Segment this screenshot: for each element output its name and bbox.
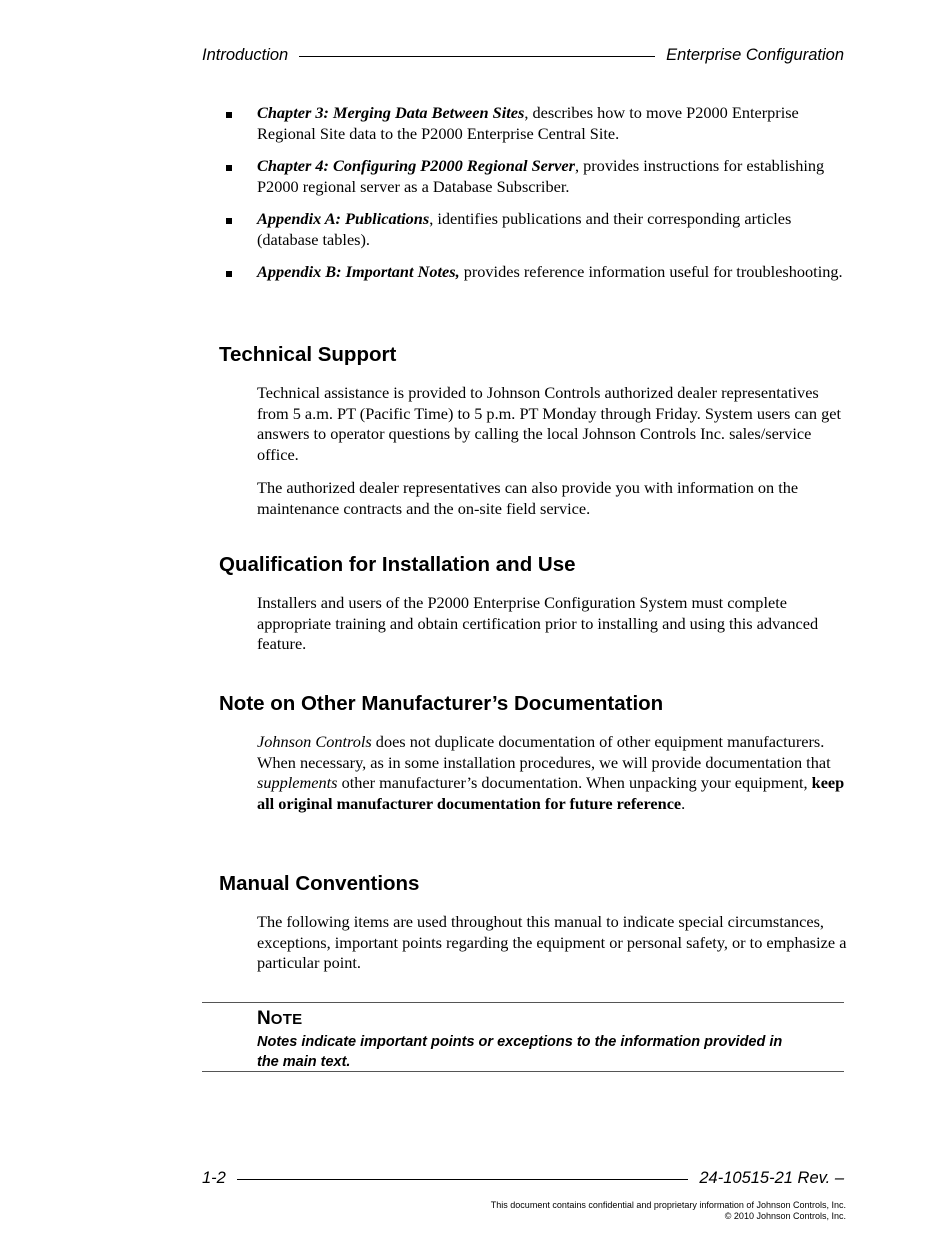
list-item	[226, 156, 846, 197]
list-item-title: Chapter 4: Configuring P2000 Regional Server	[257, 156, 575, 175]
note-box	[202, 1002, 844, 1072]
heading-manual-conventions: Manual Conventions	[219, 872, 420, 895]
heading-technical-support: Technical Support	[219, 343, 397, 366]
tech-support-paragraph-1: Technical assistance is provided to Johnson Controls authorized dealer representatives from 5 a.m. PT (Pacific Time) to 5 p.m. PT Monday through Friday. System users can get answers to operator questions by calling the local Johnson Controls Inc. sales/service office.	[257, 383, 841, 465]
square-bullet-icon	[226, 271, 232, 277]
emphasis-keep-documentation: keep all original manufacturer documentation for future reference	[257, 773, 845, 814]
page-number: 1-2	[202, 1168, 226, 1187]
company-name: Johnson Controls	[257, 732, 372, 751]
footer-rule	[237, 1179, 689, 1180]
paragraph-text: .	[681, 794, 686, 814]
chapter-list	[226, 103, 846, 295]
other-docs-paragraph	[257, 732, 847, 815]
note-title-rest: OTE	[270, 1011, 303, 1028]
page-header	[202, 44, 844, 66]
header-rule	[299, 56, 655, 57]
list-item	[226, 103, 846, 144]
square-bullet-icon	[226, 112, 232, 118]
note-text: Notes indicate important points or exceptions to the information provided in the main text.	[257, 1034, 783, 1070]
paragraph-text: other manufacturer’s documentation. When unpacking your equipment,	[337, 773, 812, 793]
heading-other-manufacturer-docs: Note on Other Manufacturer’s Documentation	[219, 692, 664, 715]
list-item-title: Appendix B: Important Notes,	[257, 262, 460, 281]
square-bullet-icon	[226, 165, 232, 171]
list-item-text: , provides instructions for establishing P2000 regional server as a Database Subscriber.	[257, 156, 825, 196]
list-item-text: , describes how to move P2000 Enterprise Regional Site data to the P2000 Enterprise Central Site.	[257, 103, 799, 143]
list-item	[226, 209, 846, 250]
list-item-text: , identifies publications and their corresponding articles (database tables).	[257, 209, 792, 249]
list-item-title: Appendix A: Publications	[257, 209, 430, 228]
note-title-initial: N	[257, 1008, 271, 1029]
note-title	[257, 1008, 302, 1030]
square-bullet-icon	[226, 218, 232, 224]
header-section-title: Introduction	[202, 45, 289, 64]
emphasis-supplements: supplements	[257, 773, 338, 793]
header-document-title: Enterprise Configuration	[666, 45, 844, 64]
list-item-text: provides reference information useful for troubleshooting.	[459, 262, 843, 281]
page-footer	[202, 1167, 844, 1189]
conventions-paragraph: The following items are used throughout this manual to indicate special circumstances, exceptions, important points regarding the equipment or personal safety, or to emphasize a particular point.	[257, 912, 847, 973]
qualification-paragraph: Installers and users of the P2000 Enterprise Configuration System must complete appropriate training and obtain certification prior to installing and using this advanced feature.	[257, 593, 819, 654]
list-item	[226, 262, 846, 283]
copyright-text: © 2010 Johnson Controls, Inc.	[724, 1211, 846, 1221]
tech-support-paragraph-2: The authorized dealer representatives can also provide you with information on the maintenance contracts and the on-site field service.	[257, 478, 799, 518]
heading-qualification: Qualification for Installation and Use	[219, 553, 576, 576]
list-item-title: Chapter 3: Merging Data Between Sites	[257, 103, 525, 122]
paragraph-text: does not duplicate documentation of other equipment manufacturers. When necessary, as in some installation procedures, we will provide documentation that	[257, 732, 831, 772]
confidential-text: This document contains confidential and proprietary information of Johnson Controls, Inc.	[490, 1200, 846, 1210]
confidentiality-notice	[491, 1200, 846, 1222]
document-number: 24-10515-21 Rev. –	[699, 1168, 844, 1187]
